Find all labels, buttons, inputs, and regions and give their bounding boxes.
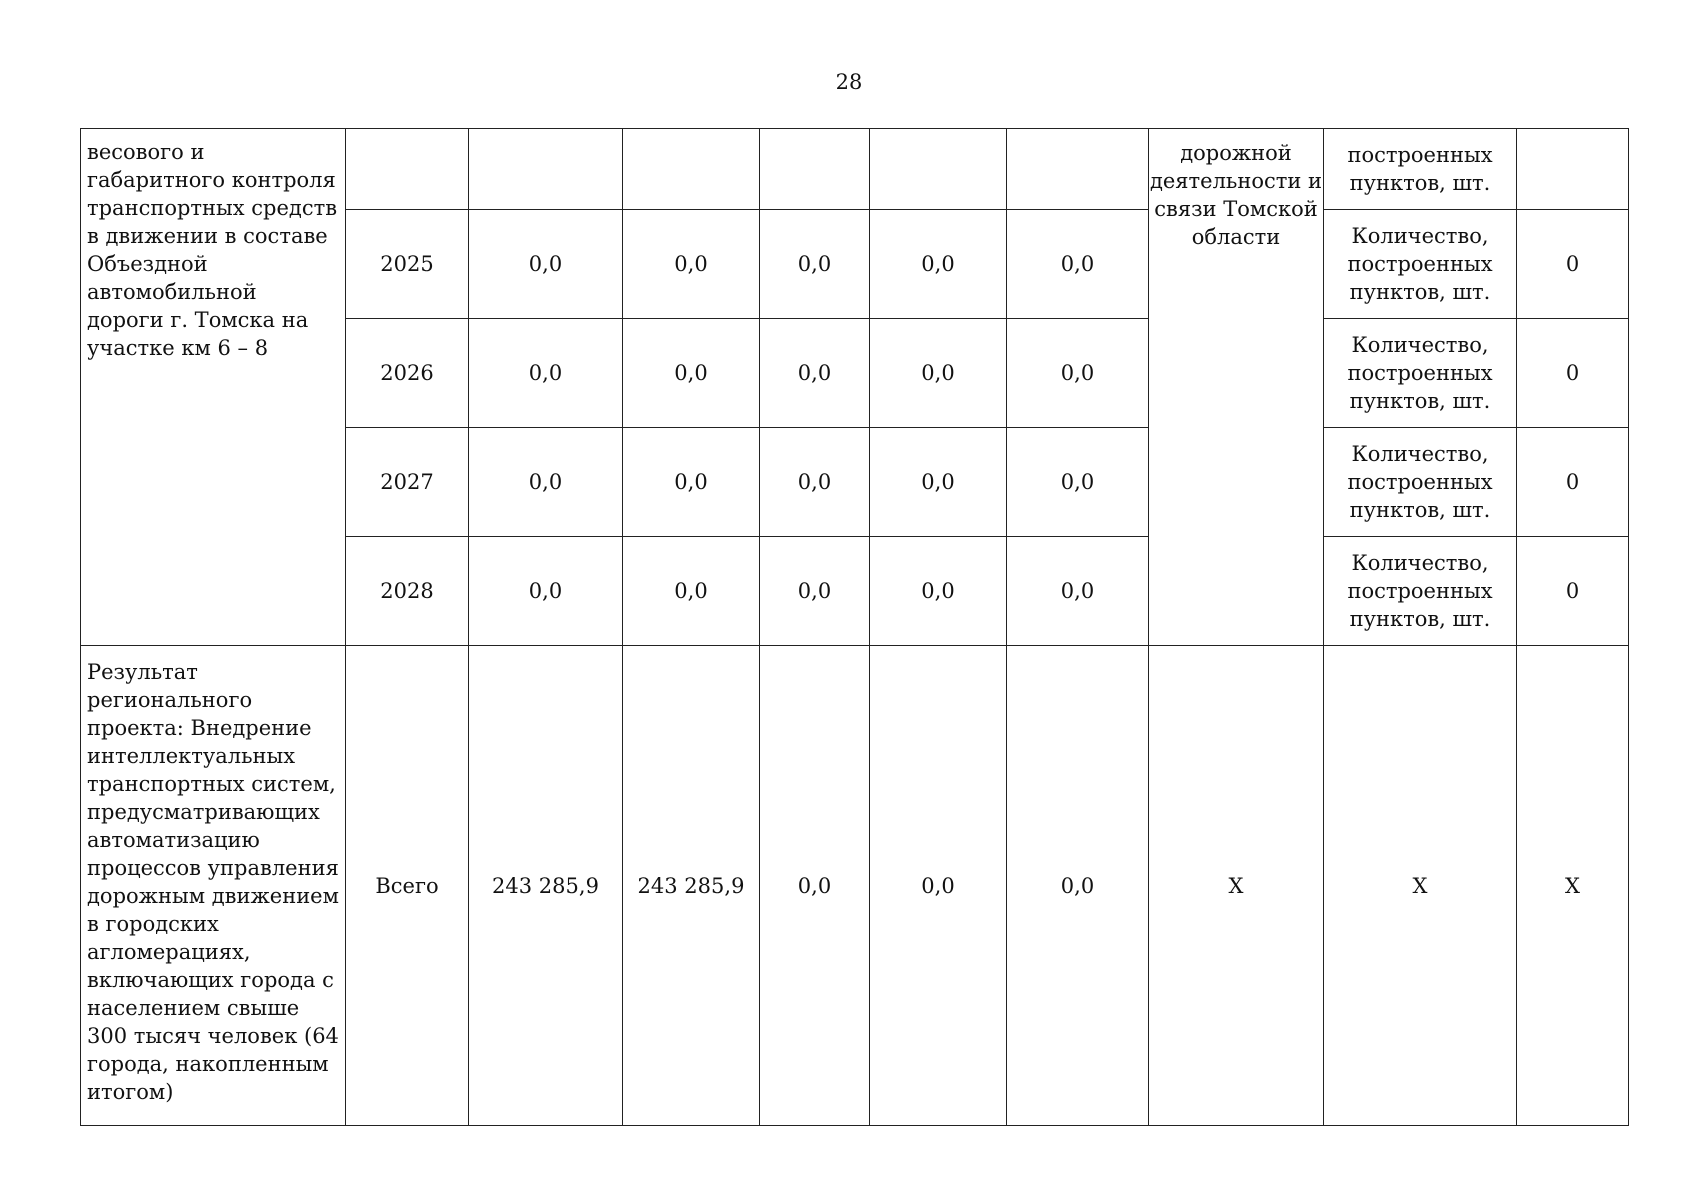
indicator-cell: Количество, построенных пунктов, шт. [1324,537,1517,646]
page-number: 28 [835,70,863,94]
indicator-value-cell: 0 [1517,537,1629,646]
measure-name-cell: весового и габаритного контроля транспортных средств в движении в составе Объездной автомобильной дороги г. Томска на участке км 6 – 8 [81,129,346,646]
other-cell: 0,0 [1007,319,1149,428]
local-cell: 0,0 [870,537,1007,646]
other-cell: 0,0 [1007,646,1149,1126]
federal-cell: 0,0 [623,319,760,428]
indicator-cell: Х [1324,646,1517,1126]
empty-cell [623,129,760,210]
empty-cell [1517,129,1629,210]
federal-cell: 0,0 [623,210,760,319]
local-cell: 0,0 [870,646,1007,1126]
total-cell: 0,0 [469,428,623,537]
empty-cell [1007,129,1149,210]
indicator-cell: Количество, построенных пунктов, шт. [1324,319,1517,428]
regional-cell: 0,0 [760,646,870,1126]
total-cell: 0,0 [469,210,623,319]
indicator-cell: Количество, построенных пунктов, шт. [1324,428,1517,537]
result-name-cell: Результат регионального проекта: Внедрение интеллектуальных транспортных систем, предусматривающих автоматизацию процессов управления дорожным движением в городских агломерациях, включающих города с населением свыше 300 тысяч человек (64 города, накопленным итогом) [81,646,346,1126]
period-cell: Всего [346,646,469,1126]
table-row-continued-header [81,129,1629,210]
total-cell: 0,0 [469,537,623,646]
federal-cell: 0,0 [623,428,760,537]
empty-cell [346,129,469,210]
empty-cell [469,129,623,210]
year-cell: 2026 [346,319,469,428]
other-cell: 0,0 [1007,210,1149,319]
indicator-value-cell: Х [1517,646,1629,1126]
regional-cell: 0,0 [760,537,870,646]
local-cell: 0,0 [870,319,1007,428]
budget-table [80,128,1629,1126]
responsible-org-cell: дорожной деятельности и связи Томской области [1149,129,1324,646]
indicator-value-cell: 0 [1517,428,1629,537]
local-cell: 0,0 [870,210,1007,319]
regional-cell: 0,0 [760,319,870,428]
total-cell: 0,0 [469,319,623,428]
indicator-value-cell: 0 [1517,319,1629,428]
federal-cell: 0,0 [623,537,760,646]
indicator-cell: Количество, построенных пунктов, шт. [1324,210,1517,319]
local-cell: 0,0 [870,428,1007,537]
regional-cell: 0,0 [760,428,870,537]
other-cell: 0,0 [1007,537,1149,646]
year-cell: 2027 [346,428,469,537]
other-cell: 0,0 [1007,428,1149,537]
responsible-org-cell: Х [1149,646,1324,1126]
empty-cell [760,129,870,210]
regional-cell: 0,0 [760,210,870,319]
year-cell: 2028 [346,537,469,646]
table-row-result [81,646,1629,1126]
federal-cell: 243 285,9 [623,646,760,1126]
total-cell: 243 285,9 [469,646,623,1126]
indicator-cell: построенных пунктов, шт. [1324,129,1517,210]
empty-cell [870,129,1007,210]
indicator-value-cell: 0 [1517,210,1629,319]
year-cell: 2025 [346,210,469,319]
